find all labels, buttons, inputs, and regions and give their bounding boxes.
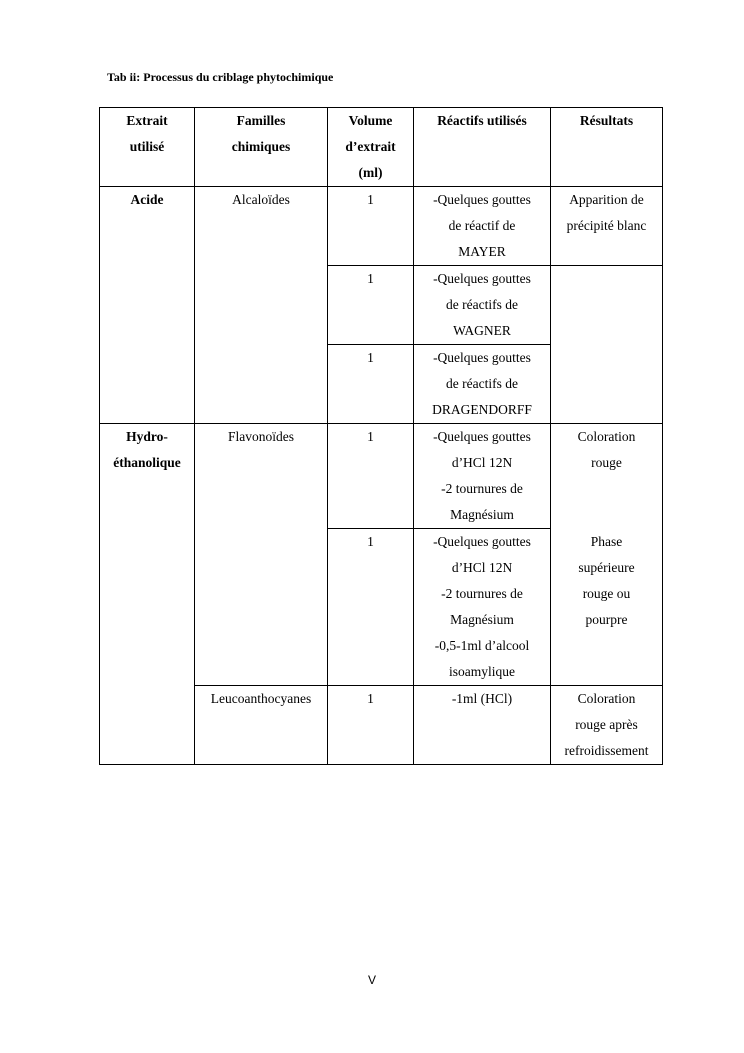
table-caption: Tab ii: Processus du criblage phytochimique <box>107 70 334 84</box>
resultat-cell: Phase supérieure rouge ou pourpre <box>551 529 663 686</box>
reactif-cell: -Quelques gouttes de réactifs de WAGNER <box>414 266 551 345</box>
volume-cell: 1 <box>328 686 414 765</box>
reactif-cell: -1ml (HCl) <box>414 686 551 765</box>
resultat-cell: Coloration rouge <box>551 424 663 529</box>
reactif-cell: -Quelques gouttes de réactif de MAYER <box>414 187 551 266</box>
volume-cell: 1 <box>328 529 414 686</box>
volume-cell: 1 <box>328 266 414 345</box>
famille-cell: Leucoanthocyanes <box>195 686 328 765</box>
volume-cell: 1 <box>328 187 414 266</box>
resultat-cell: Apparition de précipité blanc <box>551 187 663 266</box>
famille-cell: Alcaloïdes <box>195 187 328 424</box>
reactif-cell: -Quelques gouttes d’HCl 12N -2 tournures de Magnésium -0,5-1ml d’alcool isoamylique <box>414 529 551 686</box>
famille-cell: Flavonoïdes <box>195 424 328 686</box>
table-row <box>100 187 663 266</box>
header-resultats: Résultats <box>551 108 663 187</box>
header-extrait: Extrait utilisé <box>100 108 195 187</box>
volume-cell: 1 <box>328 345 414 424</box>
volume-cell: 1 <box>328 424 414 529</box>
table-header-row <box>100 108 663 187</box>
extrait-cell-acide: Acide <box>100 187 195 424</box>
header-volume: Volume d’extrait (ml) <box>328 108 414 187</box>
header-reactifs: Réactifs utilisés <box>414 108 551 187</box>
header-familles: Familles chimiques <box>195 108 328 187</box>
table-row <box>100 424 663 529</box>
phytochemical-screening-table <box>99 107 663 765</box>
resultat-cell <box>551 266 663 424</box>
extrait-cell-hydro-ethanolique: Hydro- éthanolique <box>100 424 195 765</box>
resultat-cell: Coloration rouge après refroidissement <box>551 686 663 765</box>
page-number: V <box>367 973 376 987</box>
reactif-cell: -Quelques gouttes d’HCl 12N -2 tournures de Magnésium <box>414 424 551 529</box>
reactif-cell: -Quelques gouttes de réactifs de DRAGENDORFF <box>414 345 551 424</box>
